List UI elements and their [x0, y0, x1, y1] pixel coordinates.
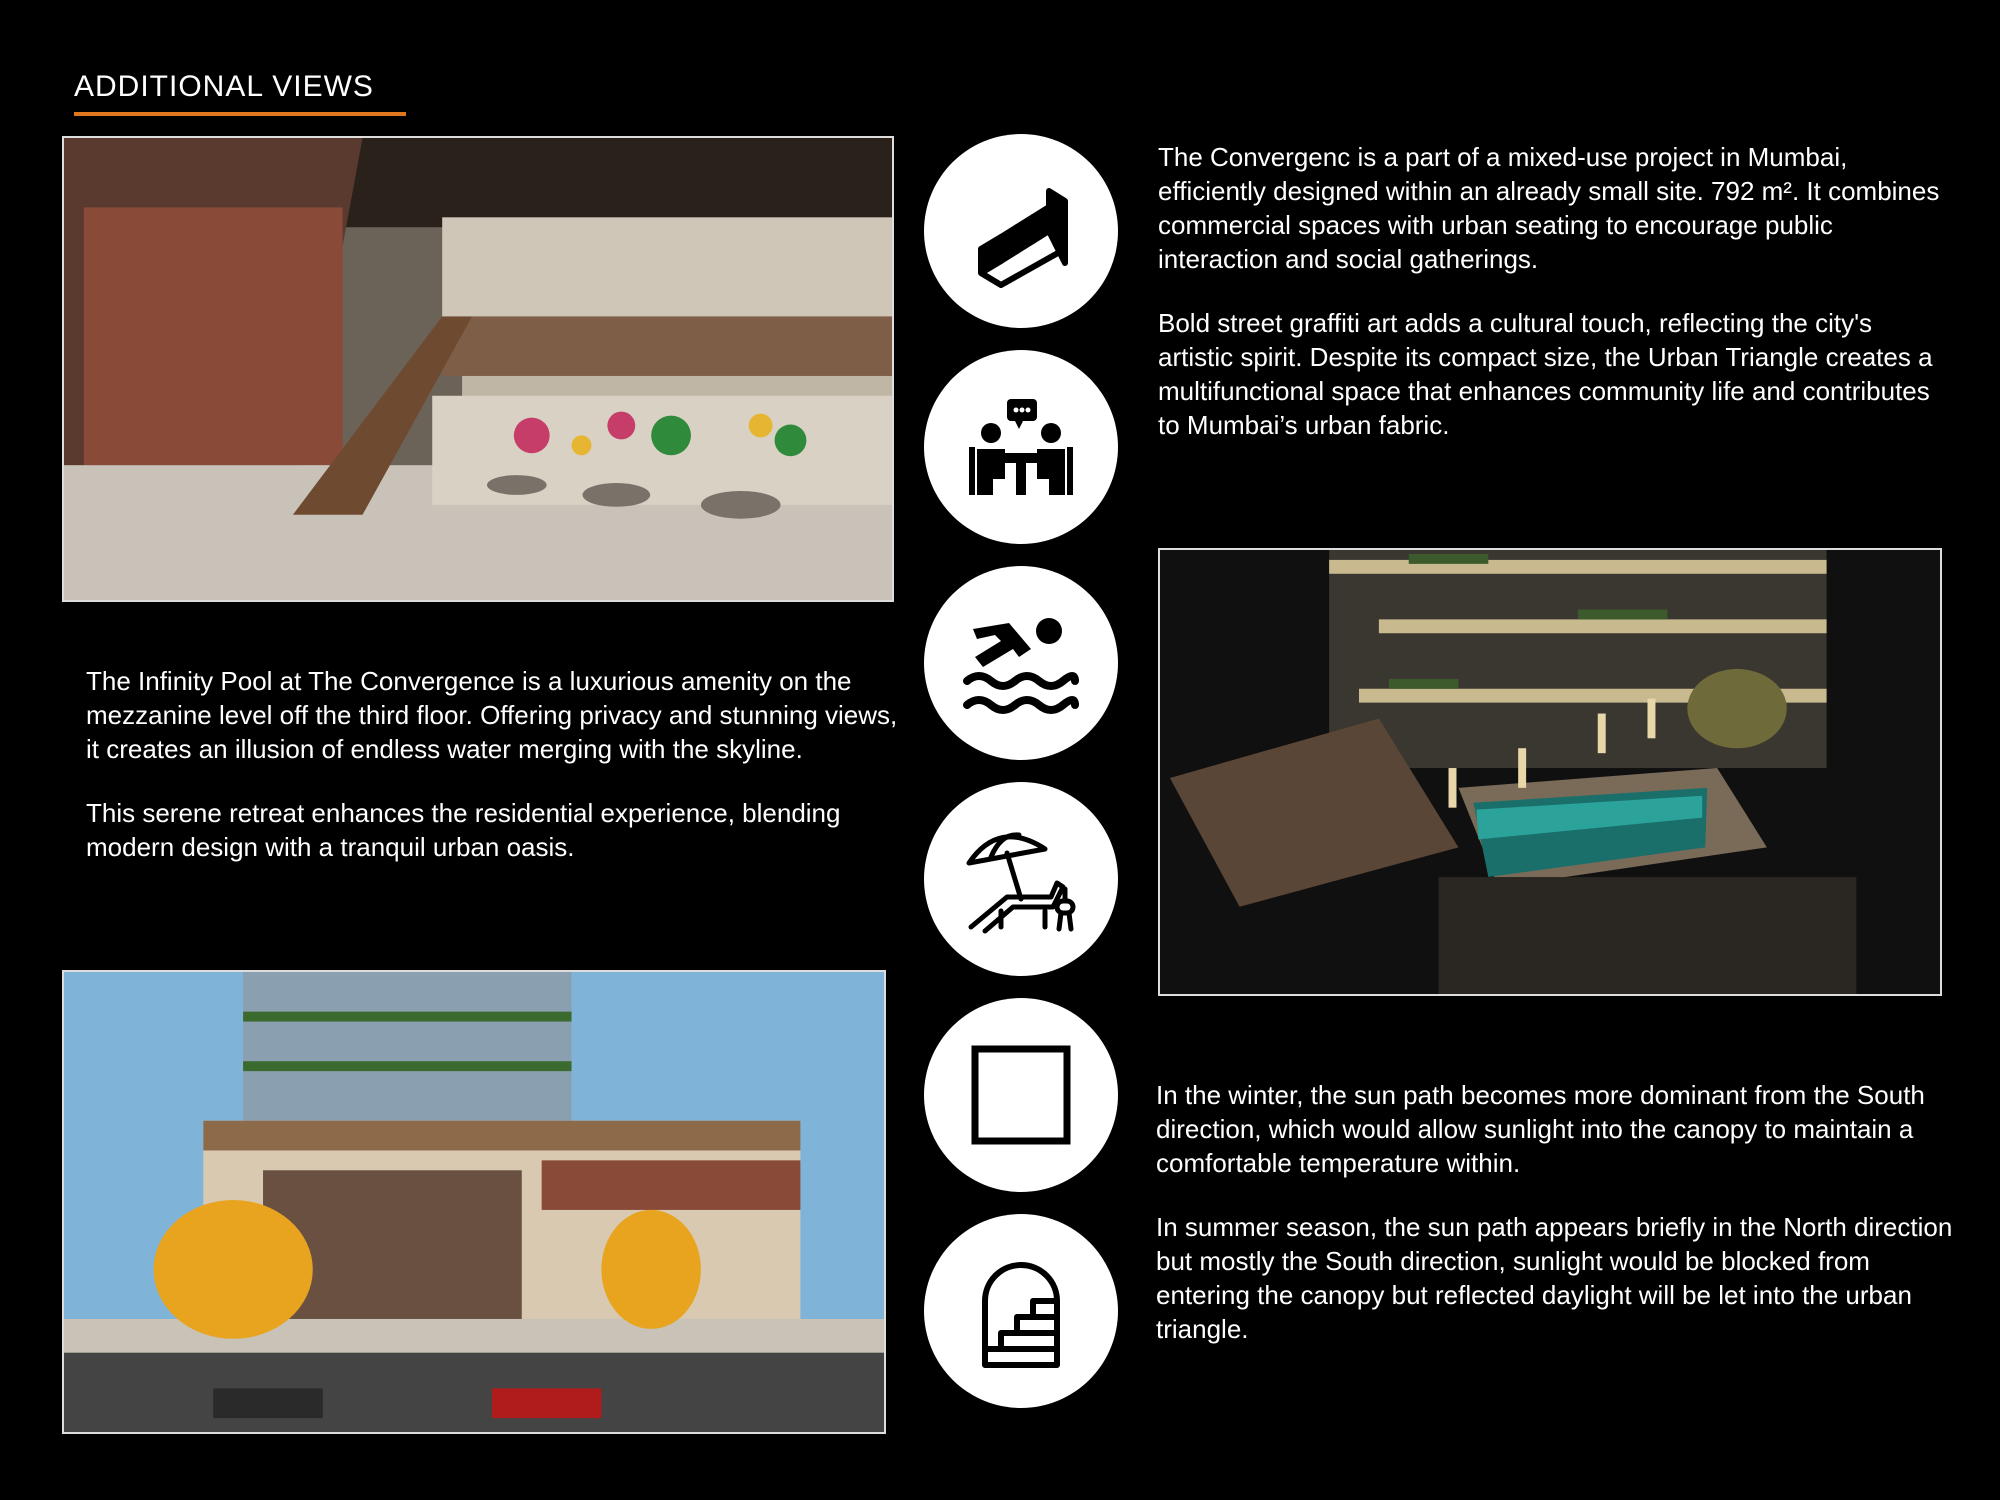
sun-path-winter-paragraph: In the winter, the sun path becomes more dominant from the South direction, which would allow sunlight into the canopy to maintain a comfortable temperature within.	[1156, 1080, 1925, 1178]
convergence-description	[1158, 140, 1954, 472]
infinity-pool-description	[86, 664, 906, 894]
meeting-icon	[924, 350, 1118, 544]
square-icon	[924, 998, 1118, 1192]
arched-stairs-icon	[924, 1214, 1118, 1408]
atrium-render-image	[62, 136, 894, 602]
street-exterior-render-image	[62, 970, 886, 1434]
swimming-icon	[924, 566, 1118, 760]
page-title: ADDITIONAL VIEWS	[74, 70, 374, 103]
convergence-paragraph-2: Bold street graffiti art adds a cultural touch, reflecting the city's artistic spirit. Despite its compact size, the Urban Triangle creates a multifunctional space that enhances community life and contributes to Mumbai’s urban fabric.	[1158, 308, 1933, 440]
stairs-icon	[924, 134, 1118, 328]
pool-paragraph-2: This serene retreat enhances the residential experience, blending modern design with a tranquil urban oasis.	[86, 798, 841, 862]
sun-path-summer-paragraph: In summer season, the sun path appears briefly in the North direction but mostly the South direction, sunlight would be blocked from entering the canopy but reflected daylight will be let into the urban triangle.	[1156, 1212, 1953, 1344]
pool-paragraph-1: The Infinity Pool at The Convergence is a luxurious amenity on the mezzanine level off the third floor. Offering privacy and stunning views, it creates an illusion of endless water merging with the skyline.	[86, 666, 898, 764]
sun-path-description	[1156, 1078, 1968, 1376]
convergence-paragraph-1: The Convergenc is a part of a mixed-use project in Mumbai, efficiently designed within an already small site. 792 m². It combines commercial spaces with urban seating to encourage public interaction and social gatherings.	[1158, 142, 1940, 274]
beach-umbrella-icon	[924, 782, 1118, 976]
infinity-pool-render-image	[1158, 548, 1942, 996]
title-underline	[74, 112, 406, 116]
